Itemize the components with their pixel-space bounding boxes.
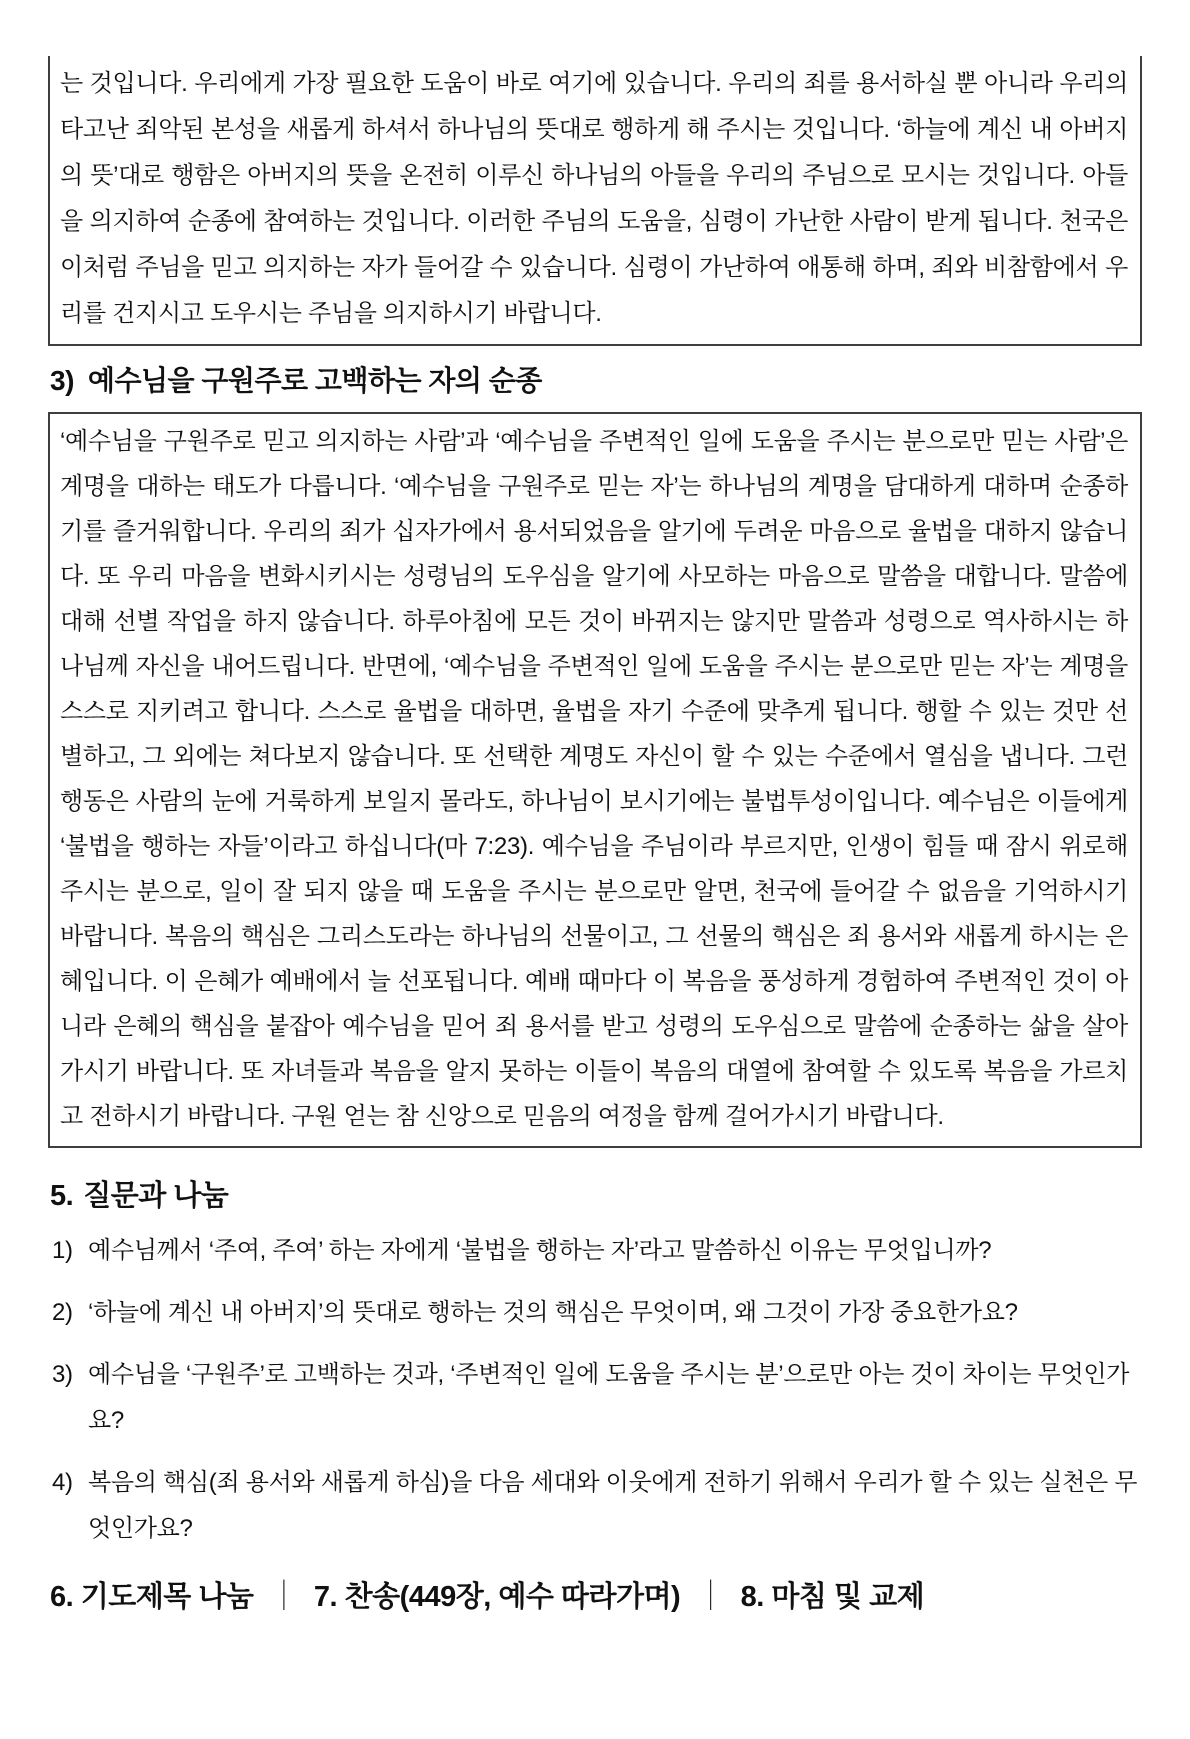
footer-item-prayer: 6. 기도제목 나눔 (50, 1581, 254, 1613)
question-item-1 (52, 1228, 1142, 1274)
section-5-number: 5. (50, 1180, 74, 1212)
question-1-text: 예수님께서 ‘주여, 주여’ 하는 자에게 ‘불법을 행하는 자’라고 말씀하신 이유는 무엇입니까? (88, 1237, 992, 1264)
section-3-number: 3) (50, 365, 74, 396)
question-item-2 (52, 1290, 1142, 1336)
question-3-number: 3) (52, 1361, 73, 1388)
question-item-3 (52, 1352, 1142, 1444)
question-3-text: 예수님을 ‘구원주’로 고백하는 것과, ‘주변적인 일에 도움을 주시는 분’으로만 아는 것이 차이는 무엇인가요? (88, 1361, 1130, 1434)
worship-guide-page (0, 56, 1190, 1739)
question-2-number: 2) (52, 1299, 73, 1326)
footer-separator-icon: ｜ (696, 1580, 725, 1614)
footer-item-closing: 8. 마침 및 교제 (740, 1581, 925, 1613)
section-3-heading (50, 363, 1142, 399)
section-3-title: 예수님을 구원주로 고백하는 자의 순종 (87, 365, 542, 396)
section-5-heading (50, 1178, 1142, 1214)
continued-paragraph-text: 는 것입니다. 우리에게 가장 필요한 도움이 바로 여기에 있습니다. 우리의 죄를 용서하실 뿐 아니라 우리의 타고난 죄악된 본성을 새롭게 하셔서 하나님의 뜻대로 행하게 해 주시는 것입니다. ‘하늘에 계신 내 아버지의 뜻’대로 행함은 아버지의 뜻을 온전히 이루신 하나님의 아들을 우리의 주님으로 모시는 것입니다. 아들을 의지하여 순종에 참여하는 것입니다. 이러한 주님의 도움을, 심령이 가난한 사람이 받게 됩니다. 천국은 이처럼 주님을 믿고 의지하는 자가 들어갈 수 있습니다. 심령이 가난하여 애통해 하며, 죄와 비참함에서 우리를 건지시고 도우시는 주님을 의지하시기 바랍니다. (60, 70, 1128, 327)
program-footer (50, 1578, 1142, 1616)
question-4-text: 복음의 핵심(죄 용서와 새롭게 하심)을 다음 세대와 이웃에게 전하기 위해서 우리가 할 수 있는 실천은 무엇인가요? (88, 1469, 1138, 1542)
question-item-4 (52, 1460, 1142, 1552)
question-list (48, 1228, 1142, 1552)
question-4-number: 4) (52, 1469, 73, 1496)
continued-paragraph-box (48, 56, 1142, 346)
footer-separator-icon: ｜ (269, 1580, 298, 1614)
question-2-text: ‘하늘에 계신 내 아버지’의 뜻대로 행하는 것의 핵심은 무엇이며, 왜 그것이 가장 중요한가요? (88, 1299, 1018, 1326)
footer-item-hymn: 7. 찬송(449장, 예수 따라가며) (313, 1581, 681, 1613)
section-3-body-box (48, 412, 1142, 1148)
question-1-number: 1) (52, 1237, 73, 1264)
section-5-title: 질문과 나눔 (83, 1180, 229, 1212)
section-3-body-text: ‘예수님을 구원주로 믿고 의지하는 사람’과 ‘예수님을 주변적인 일에 도움을 주시는 분으로만 믿는 사람’은 계명을 대하는 태도가 다릅니다. ‘예수님을 구원주로 믿는 자’는 하나님의 계명을 담대하게 대하며 순종하기를 즐거워합니다. 우리의 죄가 십자가에서 용서되었음을 알기에 두려운 마음으로 율법을 대하지 않습니다. 또 우리 마음을 변화시키시는 성령님의 도우심을 알기에 사모하는 마음으로 말씀을 대합니다. 말씀에 대해 선별 작업을 하지 않습니다. 하루아침에 모든 것이 바뀌지는 않지만 말씀과 성령으로 역사하시는 하나님께 자신을 내어드립니다. 반면에, ‘예수님을 주변적인 일에 도움을 주시는 분으로만 믿는 자’는 계명을 스스로 지키려고 합니다. 스스로 율법을 대하면, 율법을 자기 수준에 맞추게 됩니다. 행할 수 있는 것만 선별하고, 그 외에는 쳐다보지 않습니다. 또 선택한 계명도 자신이 할 수 있는 수준에서 열심을 냅니다. 그런 행동은 사람의 눈에 거룩하게 보일지 몰라도, 하나님이 보시기에는 불법투성이입니다. 예수님은 이들에게 ‘불법을 행하는 자들’이라고 하십니다(마 7:23). 예수님을 주님이라 부르지만, 인생이 힘들 때 잠시 위로해 주시는 분으로, 일이 잘 되지 않을 때 도움을 주시는 분으로만 알면, 천국에 들어갈 수 없음을 기억하시기 바랍니다. 복음의 핵심은 그리스도라는 하나님의 선물이고, 그 선물의 핵심은 죄 용서와 새롭게 하시는 은혜입니다. 이 은혜가 예배에서 늘 선포됩니다. 예배 때마다 이 복음을 풍성하게 경험하여 주변적인 것이 아니라 은혜의 핵심을 붙잡아 예수님을 믿어 죄 용서를 받고 성령의 도우심으로 말씀에 순종하는 삶을 살아가시기 바랍니다. 또 자녀들과 복음을 알지 못하는 이들이 복음의 대열에 참여할 수 있도록 복음을 가르치고 전하시기 바랍니다. 구원 얻는 참 신앙으로 믿음의 여정을 함께 걸어가시기 바랍니다. (60, 428, 1128, 1130)
